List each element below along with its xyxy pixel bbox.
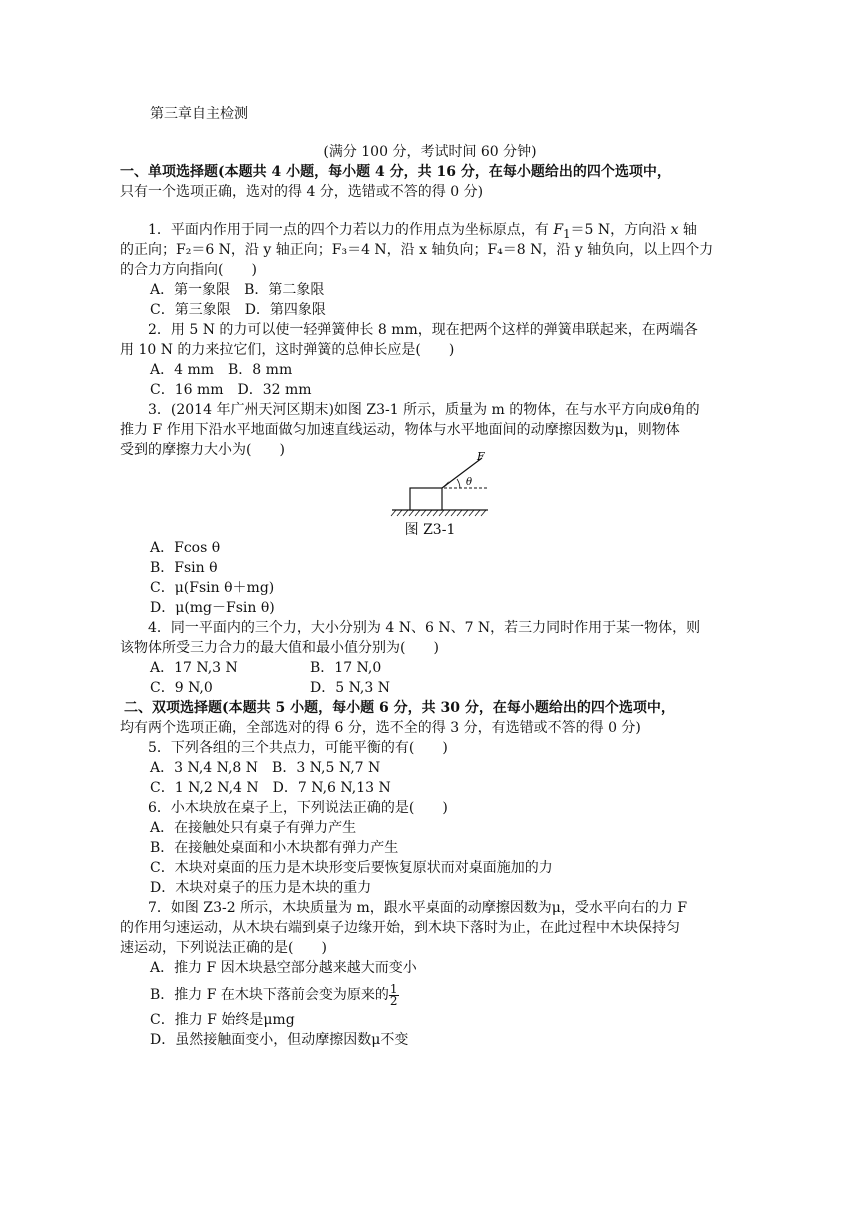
q7-option-c: C．推力 F 始终是μmg	[150, 1012, 295, 1028]
force-arrow-head	[442, 481, 449, 488]
fraction-numerator: 1	[389, 981, 398, 996]
q3-option-a: A．Fcos θ	[150, 540, 221, 556]
q4-option-c: C．9 N,0	[150, 680, 213, 696]
q7-option-d: D．虽然接触面变小，但动摩擦因数μ不变	[150, 1032, 409, 1048]
fraction-denominator: 2	[389, 993, 398, 1008]
q7-line2: 的作用匀速运动，从木块右端到桌子边缘开始，到木块下落时为止，在此过程中木块保持匀	[120, 920, 680, 936]
block	[410, 488, 442, 510]
q1-line2: 的正向；F₂＝6 N，沿 y 轴正向；F₃＝4 N，沿 x 轴负向；F₄＝8 N，沿 y 轴负向，以上四个力	[120, 242, 714, 258]
section2-heading-line1	[124, 698, 744, 718]
fraction-one-half	[389, 981, 399, 1008]
q4-options-ab	[150, 658, 770, 678]
q3-option-b: B．Fsin θ	[150, 560, 218, 576]
figure-z3-1-caption: 图 Z3-1	[404, 522, 456, 538]
section2-text: 二、双项选择题(本题共 5 小题，每小题 6 分，共 30 分，在每小题给出的四个选项中，	[124, 700, 675, 716]
section2-heading-line2: 均有两个选项正确，全部选对的得 6 分，选不全的得 3 分，有选错或不答的得 0 分)	[120, 720, 641, 736]
q1-text-b: F	[553, 222, 564, 238]
q1-text-d: ＝5 N，方向沿	[570, 222, 671, 238]
q7-line1: 7．如图 Z3-2 所示，木块质量为 m，跟水平桌面的动摩擦因数为μ，受水平向右的力 F	[148, 900, 688, 916]
q3-option-d: D．μ(mg－Fsin θ)	[150, 600, 275, 616]
exam-subtitle: (满分 100 分，考试时间 60 分钟)	[323, 144, 537, 160]
q7-line3: 速运动，下列说法正确的是( )	[120, 940, 327, 956]
q7-option-a: A．推力 F 因木块悬空部分越来越大而变小	[150, 960, 417, 976]
q6-option-a: A．在接触处只有桌子有弹力产生	[150, 820, 357, 836]
q1-text-f: 轴	[678, 222, 697, 238]
label-f: F	[477, 450, 485, 463]
q4-line2: 该物体所受三力合力的最大值和最小值分别为( )	[120, 640, 439, 656]
q1-text-a: 1．平面内作用于同一点的四个力若以力的作用点为坐标原点，有	[148, 222, 554, 238]
q2-options-ab: A．4 mm B．8 mm	[150, 362, 293, 378]
q3-line1: 3．(2014 年广州天河区期末)如图 Z3-1 所示，质量为 m 的物体，在与水平方向成θ角的	[148, 402, 700, 418]
q7-option-b-text: B．推力 F 在木块下落前会变为原来的	[150, 987, 389, 1003]
force-line	[442, 458, 482, 488]
q4-line1: 4．同一平面内的三个力，大小分别为 4 N、6 N、7 N，若三力同时作用于某一物体，则	[148, 620, 701, 636]
q1-options-ab: A．第一象限 B．第二象限	[150, 282, 325, 298]
page-title: 第三章自主检测	[150, 106, 248, 122]
q2-line2: 用 10 N 的力来拉它们，这时弹簧的总伸长应是( )	[120, 342, 455, 358]
q6-option-b: B．在接触处桌面和小木块都有弹力产生	[150, 840, 399, 856]
q3-line3: 受到的摩擦力大小为( )	[120, 442, 285, 458]
section1-heading-line2: 只有一个选项正确，选对的得 4 分，选错或不答的得 0 分)	[120, 184, 484, 200]
q2-line1: 2．用 5 N 的力可以使一轻弹簧伸长 8 mm，现在把两个这样的弹簧串联起来，在两端各	[148, 322, 698, 338]
q2-options-cd: C．16 mm D．32 mm	[150, 382, 312, 398]
label-theta: θ	[466, 477, 473, 488]
angle-arc	[457, 479, 460, 488]
figure-z3-1	[390, 446, 500, 526]
q1-text-c: 1	[563, 226, 571, 241]
section1-text: 一、单项选择题(本题共 4 小题，每小题 4 分，共 16 分，在每小题给出的四个选项中，	[120, 164, 671, 180]
ground-hatch	[391, 510, 486, 516]
q5-line1: 5．下列各组的三个共点力，可能平衡的有( )	[148, 740, 448, 756]
q7-option-b	[150, 982, 770, 1008]
section1-heading-line1	[120, 162, 740, 182]
q6-line1: 6．小木块放在桌子上，下列说法正确的是( )	[148, 800, 448, 816]
q1-line3: 的合力方向指向( )	[120, 262, 257, 278]
q3-option-c: C．μ(Fsin θ＋mg)	[150, 580, 275, 596]
q3-line2: 推力 F 作用下沿水平地面做匀加速直线运动，物体与水平地面间的动摩擦因数为μ，则物体	[120, 422, 680, 438]
q5-options-cd: C．1 N,2 N,4 N D．7 N,6 N,13 N	[150, 780, 391, 796]
q4-options-cd	[150, 678, 770, 698]
q6-option-c: C．木块对桌面的压力是木块形变后要恢复原状而对桌面施加的力	[150, 860, 553, 876]
q4-option-d: D．5 N,3 N	[310, 680, 390, 696]
q1-text-e: x	[670, 222, 679, 238]
q5-options-ab: A．3 N,4 N,8 N B．3 N,5 N,7 N	[150, 760, 381, 776]
q4-option-a: A．17 N,3 N	[150, 660, 238, 676]
q4-option-b: B．17 N,0	[310, 660, 382, 676]
q1-line1	[148, 220, 768, 240]
q6-option-d: D．木块对桌子的压力是木块的重力	[150, 880, 372, 896]
q1-options-cd: C．第三象限 D．第四象限	[150, 302, 326, 318]
